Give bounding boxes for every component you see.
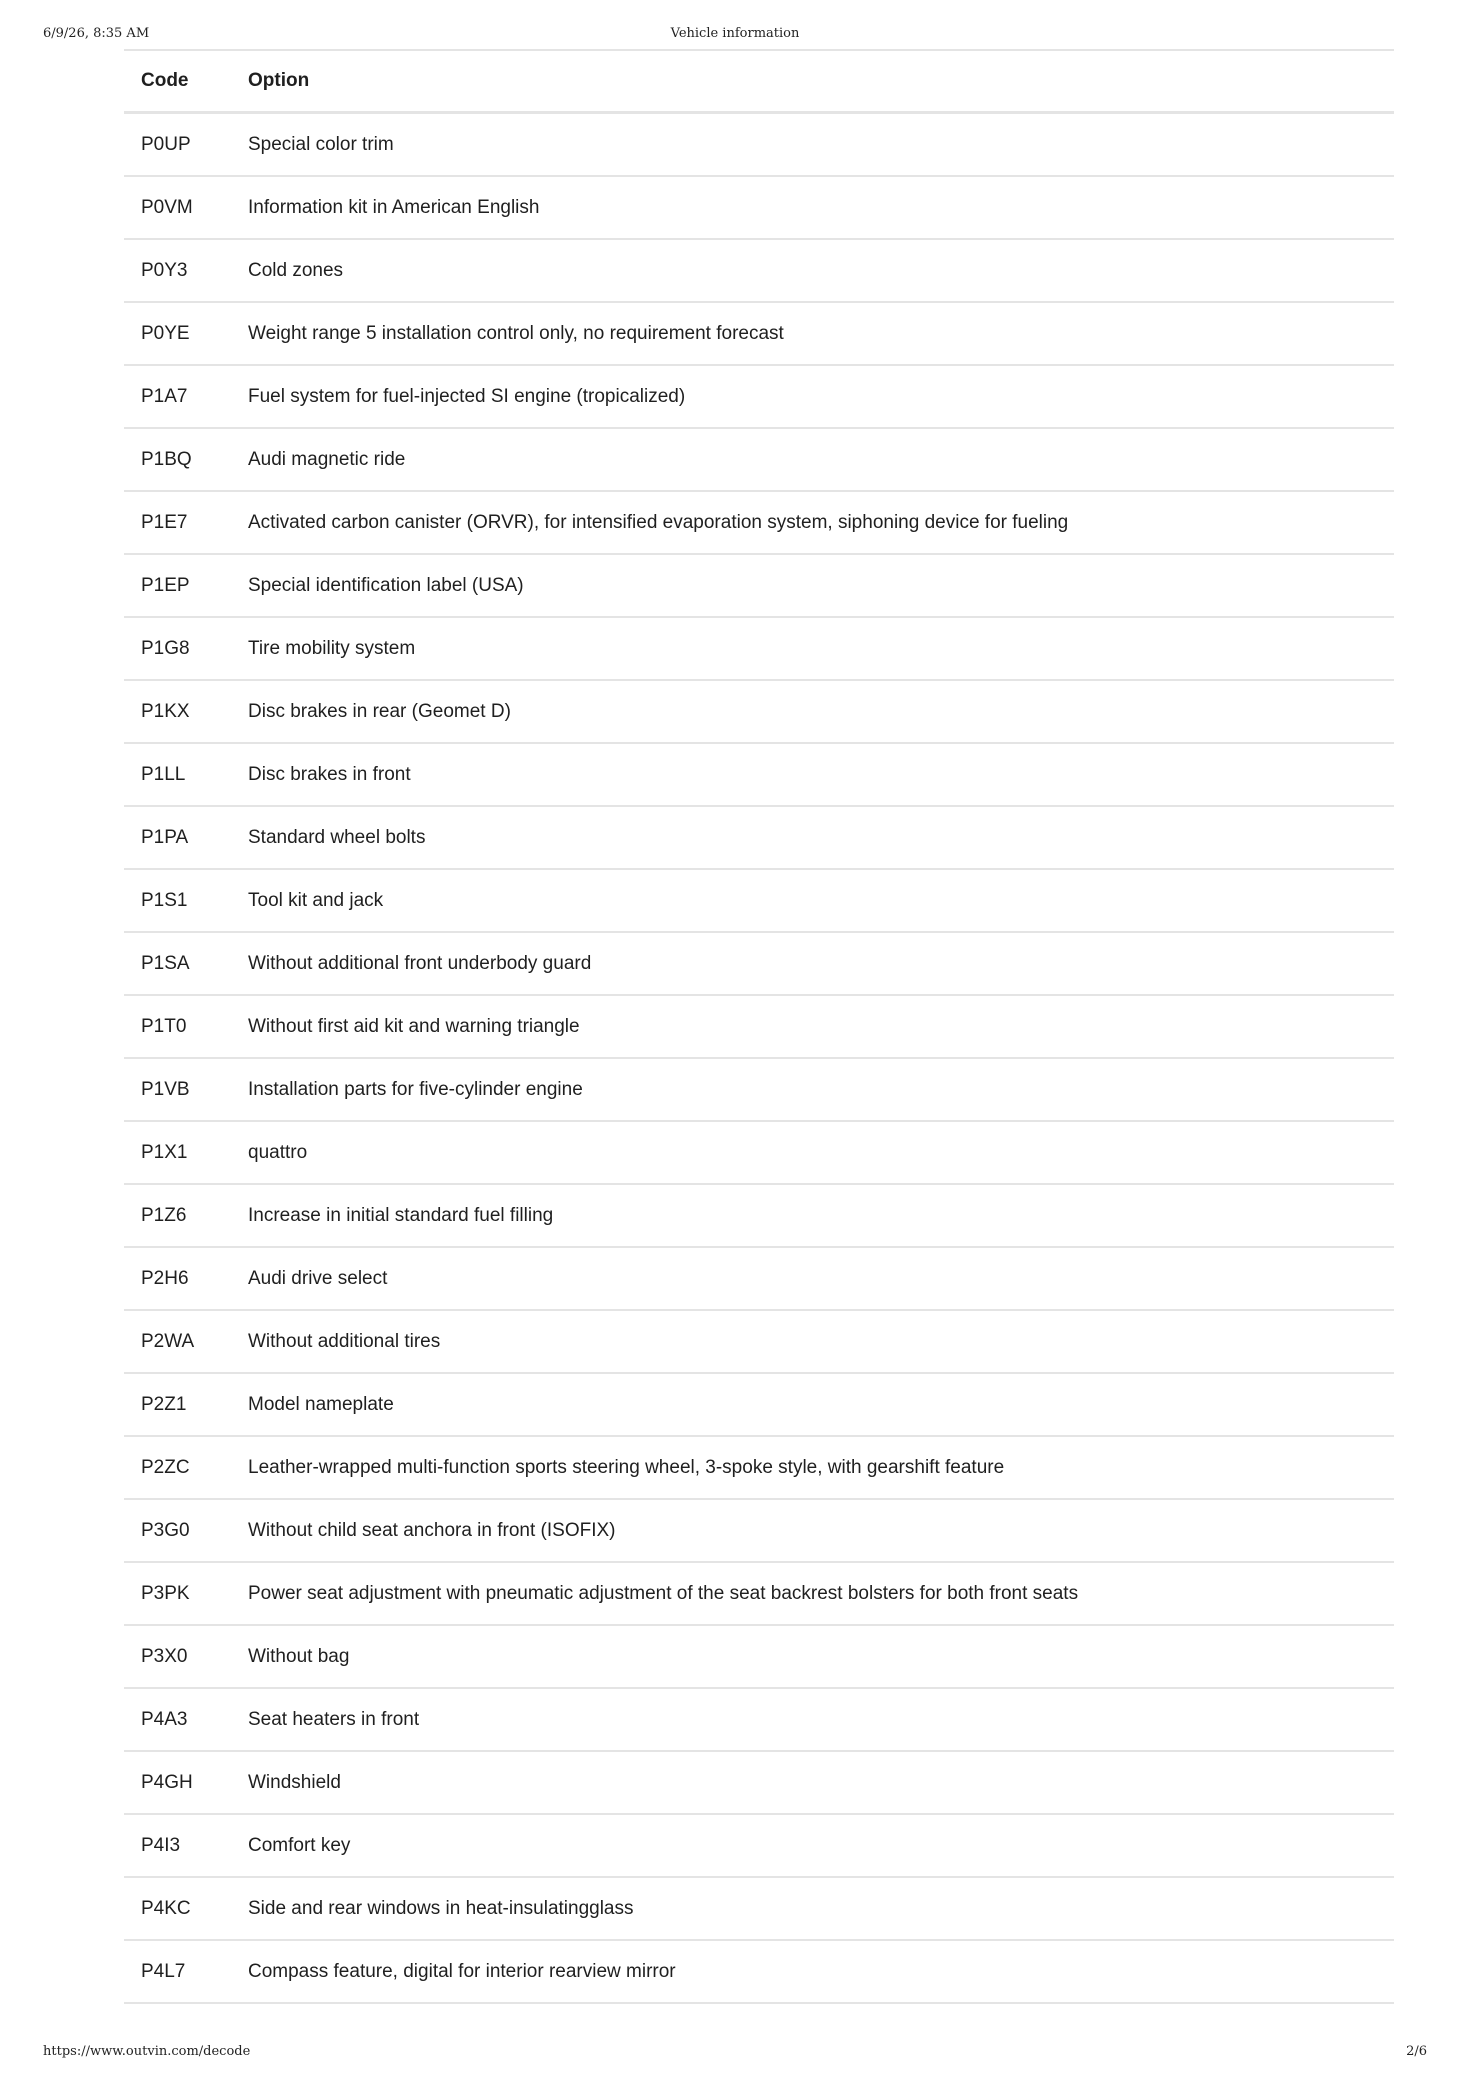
option-code: P2ZC: [124, 1436, 231, 1499]
table-row: [124, 239, 1394, 302]
column-header-code: Code: [124, 51, 231, 113]
option-code: P2Z1: [124, 1373, 231, 1436]
table-row: [124, 806, 1394, 869]
option-code: P1SA: [124, 932, 231, 995]
option-code: P1KX: [124, 680, 231, 743]
table-header: [124, 51, 1394, 113]
option-description: Power seat adjustment with pneumatic adjustment of the seat backrest bolsters for both front seats: [231, 1562, 1394, 1625]
option-description: Audi magnetic ride: [231, 428, 1394, 491]
option-code: P1LL: [124, 743, 231, 806]
table-row: [124, 995, 1394, 1058]
table-row: [124, 1499, 1394, 1562]
option-code: P0YE: [124, 302, 231, 365]
table-row: [124, 491, 1394, 554]
option-description: Model nameplate: [231, 1373, 1394, 1436]
option-code: P2H6: [124, 1247, 231, 1310]
option-description: Without additional tires: [231, 1310, 1394, 1373]
column-header-option: Option: [231, 51, 1394, 113]
table-row: [124, 680, 1394, 743]
option-code: P1PA: [124, 806, 231, 869]
option-description: Without first aid kit and warning triangle: [231, 995, 1394, 1058]
table-row: [124, 869, 1394, 932]
option-description: Without bag: [231, 1625, 1394, 1688]
print-datetime: 6/9/26, 8:35 AM: [43, 26, 150, 41]
option-code: P1X1: [124, 1121, 231, 1184]
print-header: [43, 26, 1427, 46]
option-code: P0VM: [124, 176, 231, 239]
option-code: P4A3: [124, 1688, 231, 1751]
option-description: Special color trim: [231, 113, 1394, 177]
option-description: Weight range 5 installation control only, no requirement forecast: [231, 302, 1394, 365]
table-row: [124, 617, 1394, 680]
option-code: P0Y3: [124, 239, 231, 302]
option-code: P4L7: [124, 1940, 231, 2003]
option-code: P1EP: [124, 554, 231, 617]
option-code: P1S1: [124, 869, 231, 932]
option-description: Information kit in American English: [231, 176, 1394, 239]
option-code: P3PK: [124, 1562, 231, 1625]
table-row: [124, 428, 1394, 491]
table-row: [124, 1121, 1394, 1184]
table-row: [124, 743, 1394, 806]
option-code: P1E7: [124, 491, 231, 554]
option-code: P3G0: [124, 1499, 231, 1562]
table-row: [124, 176, 1394, 239]
option-code: P2WA: [124, 1310, 231, 1373]
option-code: P1G8: [124, 617, 231, 680]
table-row: [124, 365, 1394, 428]
table-row: [124, 1184, 1394, 1247]
table-row: [124, 932, 1394, 995]
table-row: [124, 1247, 1394, 1310]
option-description: Comfort key: [231, 1814, 1394, 1877]
option-description: Windshield: [231, 1751, 1394, 1814]
option-code: P1Z6: [124, 1184, 231, 1247]
page-number: 2/6: [1406, 2044, 1427, 2059]
table-row: [124, 1814, 1394, 1877]
option-code: P0UP: [124, 113, 231, 177]
table-row: [124, 1751, 1394, 1814]
options-table: [124, 51, 1394, 2004]
option-description: Disc brakes in front: [231, 743, 1394, 806]
table-row: [124, 554, 1394, 617]
table-row: [124, 113, 1394, 177]
option-description: Activated carbon canister (ORVR), for intensified evaporation system, siphoning device for fueling: [231, 491, 1394, 554]
option-description: Audi drive select: [231, 1247, 1394, 1310]
option-code: P3X0: [124, 1625, 231, 1688]
table-row: [124, 1310, 1394, 1373]
table-row: [124, 302, 1394, 365]
option-description: Tire mobility system: [231, 617, 1394, 680]
option-code: P4I3: [124, 1814, 231, 1877]
option-code: P1T0: [124, 995, 231, 1058]
table-row: [124, 1058, 1394, 1121]
option-description: quattro: [231, 1121, 1394, 1184]
table-row: [124, 1562, 1394, 1625]
option-description: Increase in initial standard fuel filling: [231, 1184, 1394, 1247]
option-description: Leather-wrapped multi-function sports steering wheel, 3-spoke style, with gearshift feature: [231, 1436, 1394, 1499]
option-description: Installation parts for five-cylinder engine: [231, 1058, 1394, 1121]
table-row: [124, 1625, 1394, 1688]
table-row: [124, 1436, 1394, 1499]
option-code: P1VB: [124, 1058, 231, 1121]
option-description: Without additional front underbody guard: [231, 932, 1394, 995]
print-footer: [43, 2044, 1427, 2064]
page-title: Vehicle information: [670, 26, 800, 41]
option-code: P1BQ: [124, 428, 231, 491]
option-description: Standard wheel bolts: [231, 806, 1394, 869]
option-description: Without child seat anchora in front (ISOFIX): [231, 1499, 1394, 1562]
table-row: [124, 1688, 1394, 1751]
option-description: Special identification label (USA): [231, 554, 1394, 617]
option-description: Disc brakes in rear (Geomet D): [231, 680, 1394, 743]
table-row: [124, 1373, 1394, 1436]
option-code: P4KC: [124, 1877, 231, 1940]
table-row: [124, 1877, 1394, 1940]
option-code: P4GH: [124, 1751, 231, 1814]
page-url: https://www.outvin.com/decode: [43, 2044, 251, 2059]
option-description: Cold zones: [231, 239, 1394, 302]
table-body: [124, 113, 1394, 2004]
options-table-container: [124, 49, 1394, 2004]
option-description: Fuel system for fuel-injected SI engine (tropicalized): [231, 365, 1394, 428]
option-description: Seat heaters in front: [231, 1688, 1394, 1751]
option-description: Compass feature, digital for interior rearview mirror: [231, 1940, 1394, 2003]
option-code: P1A7: [124, 365, 231, 428]
option-description: Side and rear windows in heat-insulatingglass: [231, 1877, 1394, 1940]
table-header-row: [124, 51, 1394, 113]
option-description: Tool kit and jack: [231, 869, 1394, 932]
table-row: [124, 1940, 1394, 2003]
